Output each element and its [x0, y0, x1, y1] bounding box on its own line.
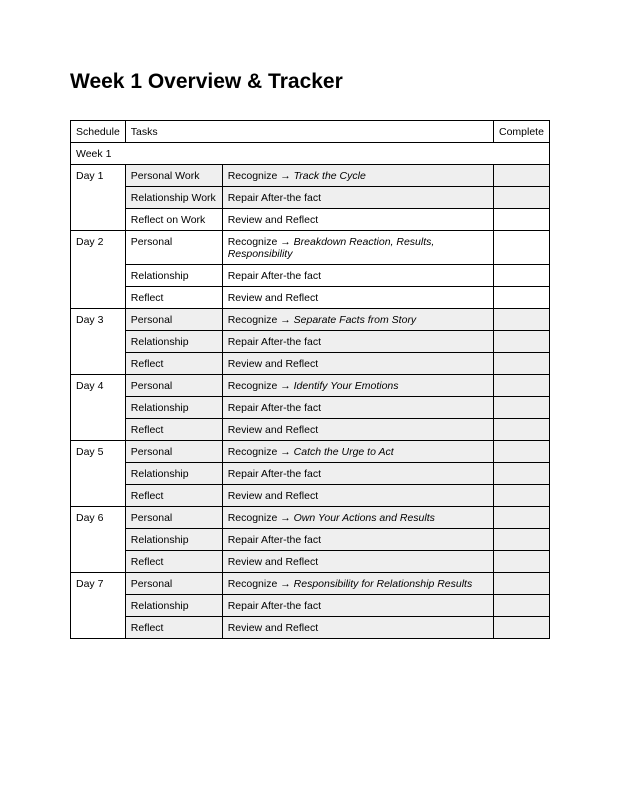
task-detail: Responsibility for Relationship Results	[293, 578, 473, 590]
task-description	[222, 463, 493, 485]
task-description	[222, 165, 493, 187]
task-prefix: Recognize →	[227, 170, 294, 182]
table-row	[71, 507, 550, 529]
week-label: Week 1	[71, 143, 550, 165]
task-description	[222, 375, 493, 397]
task-prefix: Recognize →	[227, 314, 294, 326]
table-row	[71, 397, 550, 419]
task-description	[222, 187, 493, 209]
table-row	[71, 287, 550, 309]
task-description	[222, 231, 493, 265]
complete-cell[interactable]	[493, 265, 549, 287]
task-prefix: Review and Reflect	[227, 556, 319, 568]
task-name: Reflect on Work	[125, 209, 222, 231]
complete-cell[interactable]	[493, 287, 549, 309]
task-name: Personal	[125, 309, 222, 331]
task-name: Reflect	[125, 551, 222, 573]
header-schedule: Schedule	[71, 121, 126, 143]
task-name: Personal	[125, 375, 222, 397]
task-prefix: Repair After-the fact	[227, 468, 322, 480]
day-label: Day 2	[71, 231, 126, 309]
task-detail: Identify Your Emotions	[293, 380, 399, 392]
task-detail: Separate Facts from Story	[293, 314, 417, 326]
table-row	[71, 595, 550, 617]
complete-cell[interactable]	[493, 375, 549, 397]
complete-cell[interactable]	[493, 231, 549, 265]
task-name: Reflect	[125, 353, 222, 375]
task-name: Personal Work	[125, 165, 222, 187]
table-row	[71, 309, 550, 331]
table-row	[71, 165, 550, 187]
task-description	[222, 529, 493, 551]
task-name: Personal	[125, 231, 222, 265]
task-description	[222, 441, 493, 463]
task-description	[222, 353, 493, 375]
task-description	[222, 309, 493, 331]
task-detail: Own Your Actions and Results	[293, 512, 435, 524]
header-tasks: Tasks	[125, 121, 493, 143]
complete-cell[interactable]	[493, 507, 549, 529]
task-description	[222, 507, 493, 529]
task-prefix: Recognize →	[227, 236, 294, 248]
complete-cell[interactable]	[493, 551, 549, 573]
task-description	[222, 287, 493, 309]
task-detail: Catch the Urge to Act	[293, 446, 394, 458]
task-description	[222, 485, 493, 507]
task-detail: Track the Cycle	[293, 170, 366, 182]
complete-cell[interactable]	[493, 441, 549, 463]
task-name: Personal	[125, 507, 222, 529]
task-prefix: Recognize →	[227, 380, 294, 392]
day-label: Day 1	[71, 165, 126, 231]
task-name: Relationship	[125, 397, 222, 419]
header-complete: Complete	[493, 121, 549, 143]
table-row	[71, 231, 550, 265]
task-prefix: Recognize →	[227, 578, 294, 590]
task-prefix: Repair After-the fact	[227, 600, 322, 612]
task-name: Relationship	[125, 265, 222, 287]
task-detail: Breakdown Reaction, Results, Responsibility	[227, 236, 435, 260]
table-row	[71, 485, 550, 507]
page-title: Week 1 Overview & Tracker	[70, 70, 343, 93]
complete-cell[interactable]	[493, 331, 549, 353]
task-description	[222, 551, 493, 573]
task-name: Reflect	[125, 617, 222, 639]
task-name: Personal	[125, 441, 222, 463]
table-row	[71, 617, 550, 639]
table-row	[71, 573, 550, 595]
complete-cell[interactable]	[493, 485, 549, 507]
task-name: Reflect	[125, 287, 222, 309]
task-prefix: Repair After-the fact	[227, 402, 322, 414]
task-prefix: Review and Reflect	[227, 214, 319, 226]
task-prefix: Repair After-the fact	[227, 270, 322, 282]
complete-cell[interactable]	[493, 187, 549, 209]
task-name: Relationship	[125, 529, 222, 551]
task-description	[222, 419, 493, 441]
task-prefix: Review and Reflect	[227, 490, 319, 502]
complete-cell[interactable]	[493, 165, 549, 187]
table-row	[71, 529, 550, 551]
task-name: Personal	[125, 573, 222, 595]
day-label: Day 7	[71, 573, 126, 639]
table-row	[71, 551, 550, 573]
table-row	[71, 463, 550, 485]
complete-cell[interactable]	[493, 595, 549, 617]
task-description	[222, 397, 493, 419]
task-prefix: Review and Reflect	[227, 622, 319, 634]
complete-cell[interactable]	[493, 209, 549, 231]
task-description	[222, 573, 493, 595]
complete-cell[interactable]	[493, 353, 549, 375]
task-name: Relationship Work	[125, 187, 222, 209]
complete-cell[interactable]	[493, 309, 549, 331]
table-row	[71, 209, 550, 231]
table-row	[71, 187, 550, 209]
task-prefix: Review and Reflect	[227, 358, 319, 370]
task-description	[222, 209, 493, 231]
day-label: Day 3	[71, 309, 126, 375]
complete-cell[interactable]	[493, 397, 549, 419]
task-prefix: Repair After-the fact	[227, 534, 322, 546]
complete-cell[interactable]	[493, 529, 549, 551]
table-row	[71, 331, 550, 353]
task-prefix: Repair After-the fact	[227, 336, 322, 348]
day-label: Day 6	[71, 507, 126, 573]
day-label: Day 5	[71, 441, 126, 507]
table-row	[71, 419, 550, 441]
table-row	[71, 441, 550, 463]
tracker-table	[70, 120, 550, 639]
table-row	[71, 353, 550, 375]
task-description	[222, 265, 493, 287]
complete-cell[interactable]	[493, 419, 549, 441]
task-prefix: Recognize →	[227, 512, 294, 524]
task-description	[222, 617, 493, 639]
complete-cell[interactable]	[493, 617, 549, 639]
complete-cell[interactable]	[493, 463, 549, 485]
task-description	[222, 331, 493, 353]
task-prefix: Repair After-the fact	[227, 192, 322, 204]
task-name: Reflect	[125, 485, 222, 507]
task-prefix: Recognize →	[227, 446, 294, 458]
task-name: Relationship	[125, 463, 222, 485]
day-label: Day 4	[71, 375, 126, 441]
task-name: Reflect	[125, 419, 222, 441]
complete-cell[interactable]	[493, 573, 549, 595]
task-prefix: Review and Reflect	[227, 424, 319, 436]
task-name: Relationship	[125, 331, 222, 353]
header-row	[71, 121, 550, 143]
table-row	[71, 265, 550, 287]
week-row	[71, 143, 550, 165]
table-row	[71, 375, 550, 397]
task-name: Relationship	[125, 595, 222, 617]
task-prefix: Review and Reflect	[227, 292, 319, 304]
task-description	[222, 595, 493, 617]
